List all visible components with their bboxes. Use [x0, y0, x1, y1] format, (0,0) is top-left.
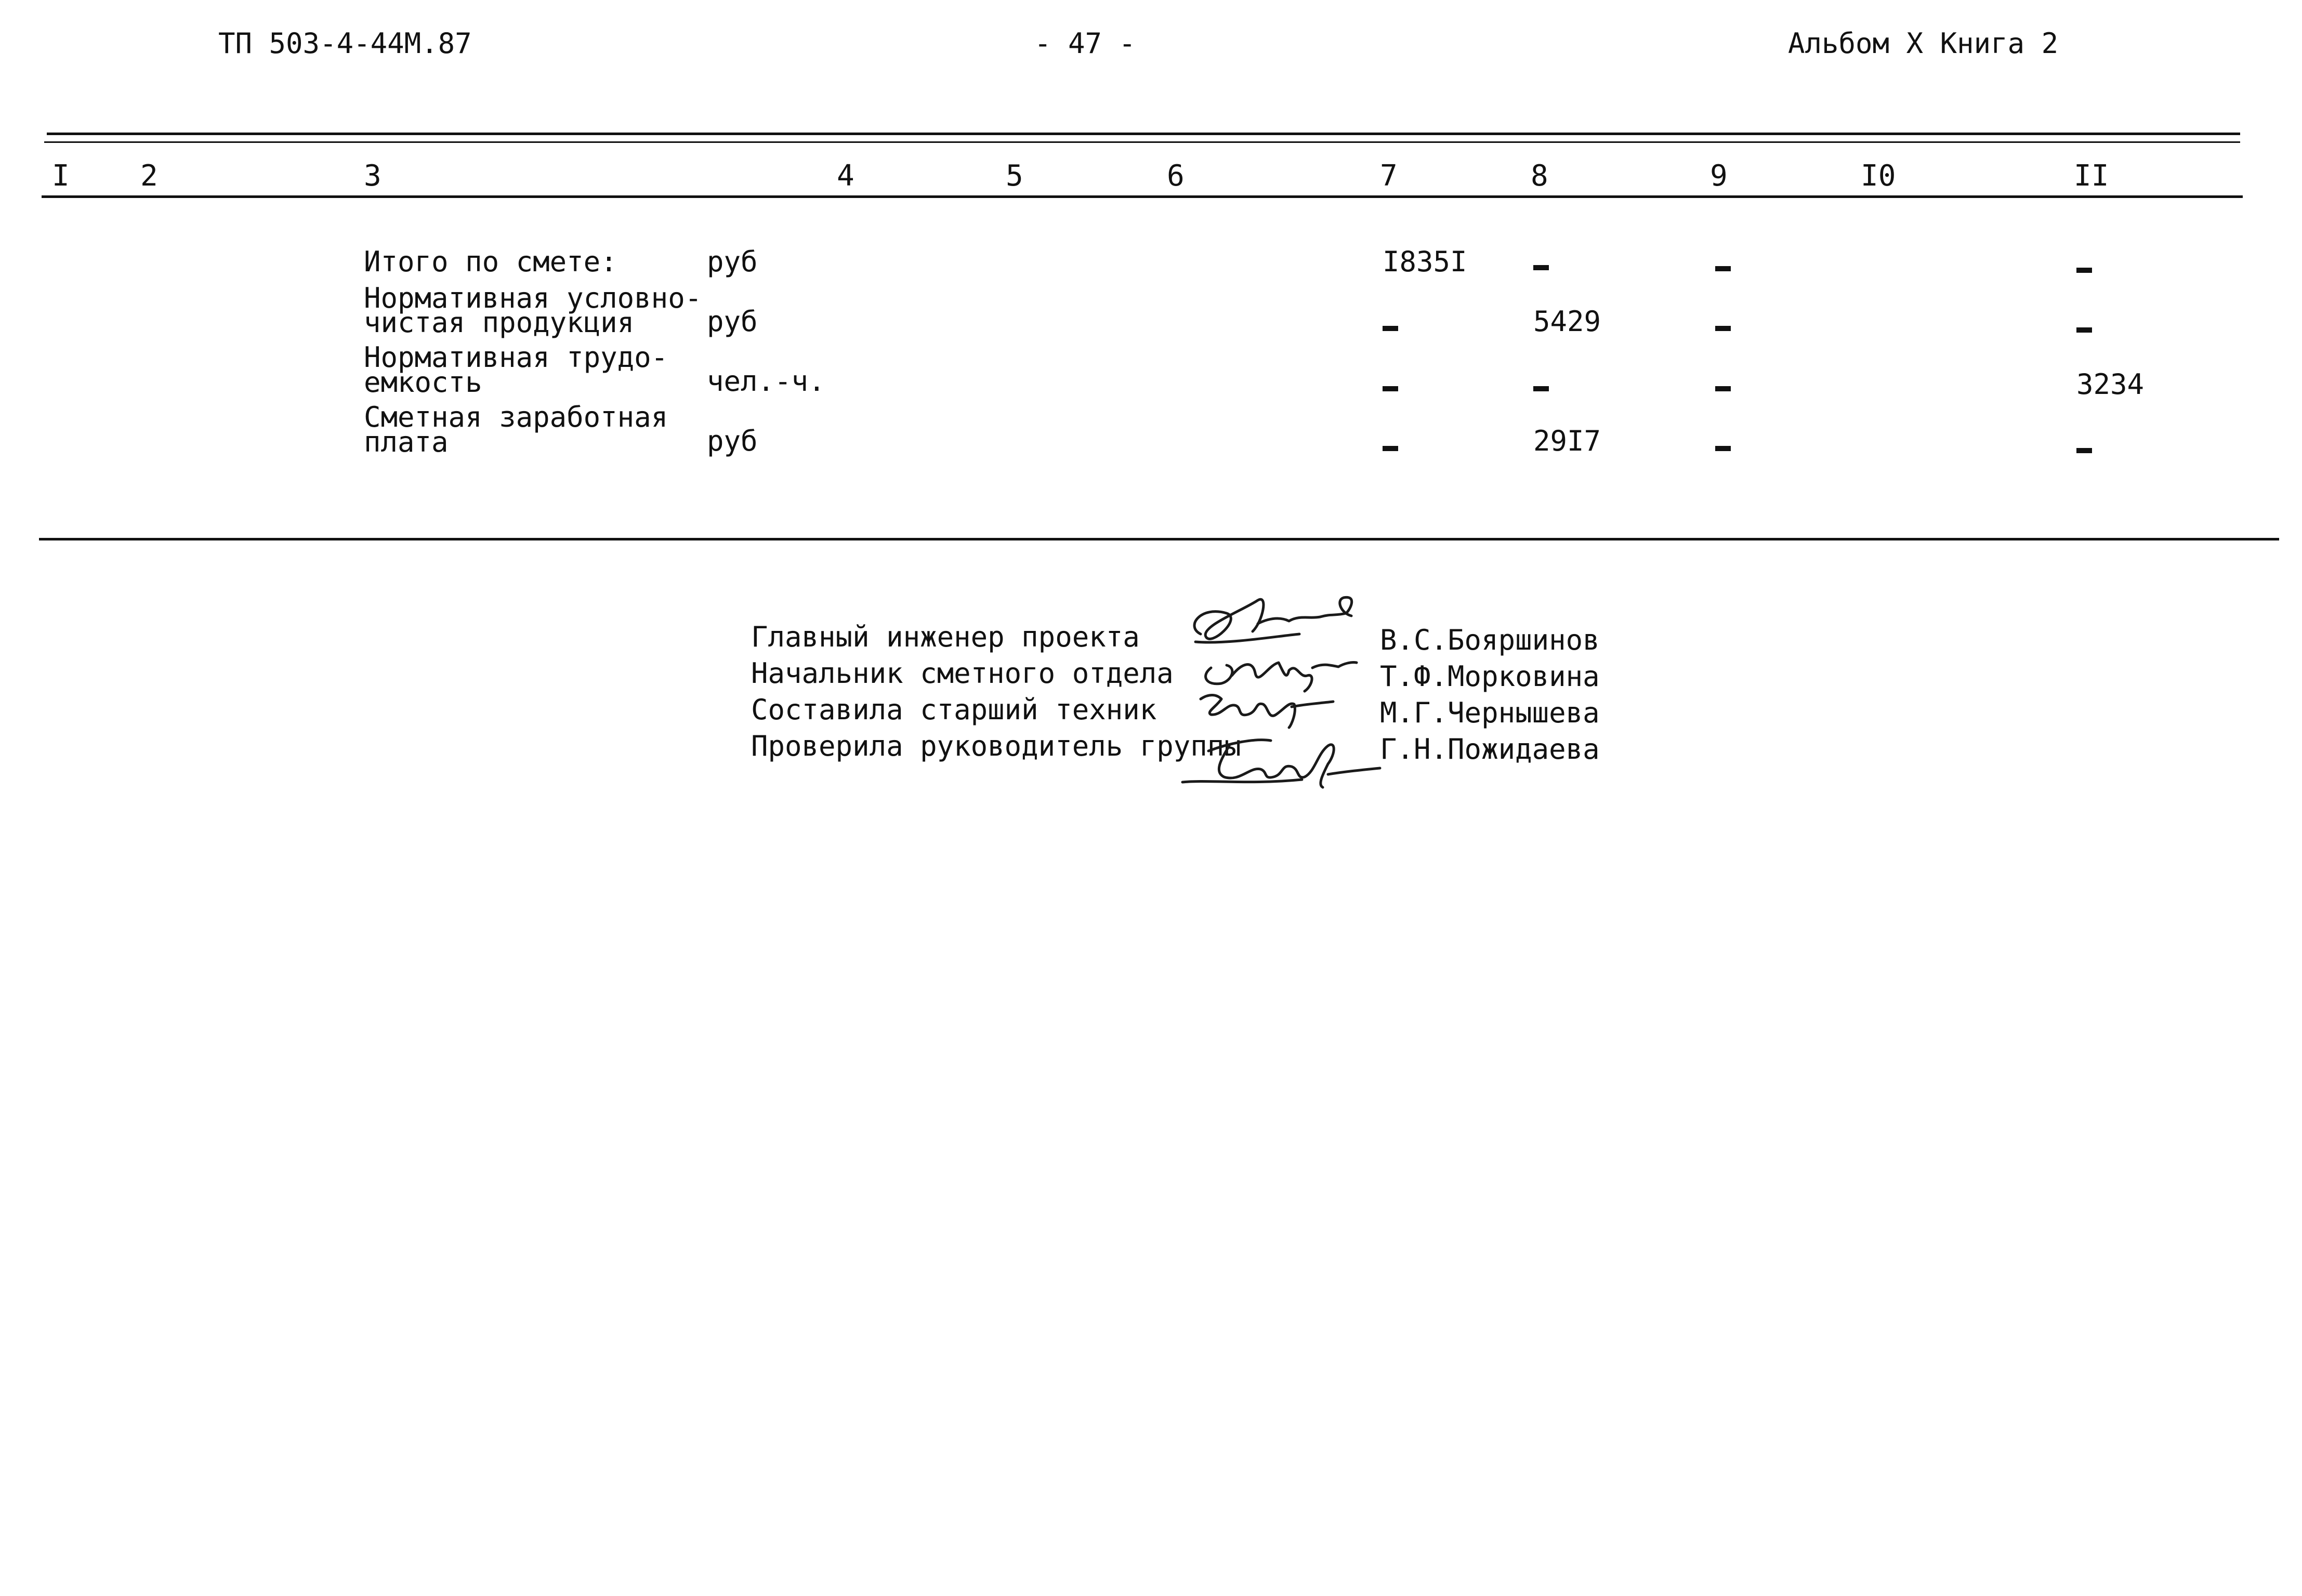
column-number: 4 [837, 159, 854, 193]
cell-col7-dash [1383, 384, 1398, 393]
cell-col11: 3234 [2076, 368, 2145, 401]
table-bottom-rule [39, 538, 2279, 540]
column-number: 7 [1380, 159, 1398, 193]
cell-col11-dash [2076, 445, 2092, 455]
signatory-name: Т.Ф.Морковина [1380, 660, 1600, 693]
row-label: Итого по смете: [364, 245, 617, 278]
table-top-rule-inner [44, 141, 2240, 143]
cell-col7: I835I [1383, 245, 1467, 278]
column-number: 2 [140, 159, 158, 193]
cell-col9-dash [1715, 323, 1731, 333]
column-number: 3 [364, 159, 382, 193]
row-label: Нормативная условно- [364, 282, 702, 314]
table-top-rule [47, 133, 2240, 135]
signatory-role: Главный инженер проекта [751, 621, 1140, 653]
column-number: I0 [1861, 159, 1896, 193]
row-label: Нормативная трудо- [364, 341, 668, 374]
cell-col9-dash [1715, 263, 1731, 273]
album-reference: Альбом Х Книга 2 [1788, 27, 2059, 60]
signatory-role: Составила старший техник [751, 693, 1157, 726]
row-unit: чел.-ч. [707, 365, 825, 398]
row-label-continued: емкость [364, 366, 482, 399]
signatory-name: Г.Н.Пожидаева [1380, 733, 1600, 766]
cell-col7-dash [1383, 443, 1398, 453]
cell-col8: 5429 [1533, 305, 1601, 338]
column-number: 8 [1531, 159, 1548, 193]
column-number: 5 [1006, 159, 1023, 193]
column-number: I [52, 159, 70, 193]
row-unit: руб [707, 425, 758, 457]
cell-col9-dash [1715, 443, 1731, 453]
cell-col8-dash [1533, 262, 1549, 272]
signatory-role: Начальник сметного отдела [751, 657, 1174, 690]
column-number: 9 [1710, 159, 1728, 193]
document-code: ТП 503-4-44М.87 [218, 27, 472, 60]
cell-col11-dash [2076, 265, 2092, 275]
row-unit: руб [707, 245, 758, 278]
cell-col8: 29I7 [1533, 425, 1601, 457]
signatory-role: Проверила руководитель группы [751, 730, 1241, 762]
row-label-continued: чистая продукция [364, 306, 635, 339]
signature-chief-engineer [1180, 585, 1367, 657]
signatory-name: В.С.Бояршинов [1380, 624, 1600, 656]
signatory-name: М.Г.Чернышева [1380, 696, 1600, 729]
cell-col11-dash [2076, 325, 2092, 335]
row-unit: руб [707, 305, 758, 338]
page-number: - 47 - [1034, 27, 1136, 60]
cell-col7-dash [1383, 323, 1398, 333]
cell-col8-dash [1533, 384, 1549, 393]
column-number: 6 [1167, 159, 1185, 193]
signature-senior-technician [1185, 683, 1341, 728]
cell-col9-dash [1715, 384, 1731, 393]
column-header-bottom-rule [42, 195, 2243, 198]
row-label-continued: плата [364, 426, 449, 458]
signature-group-leader [1172, 722, 1390, 795]
column-number: II [2074, 159, 2109, 193]
row-label: Сметная заработная [364, 401, 668, 433]
